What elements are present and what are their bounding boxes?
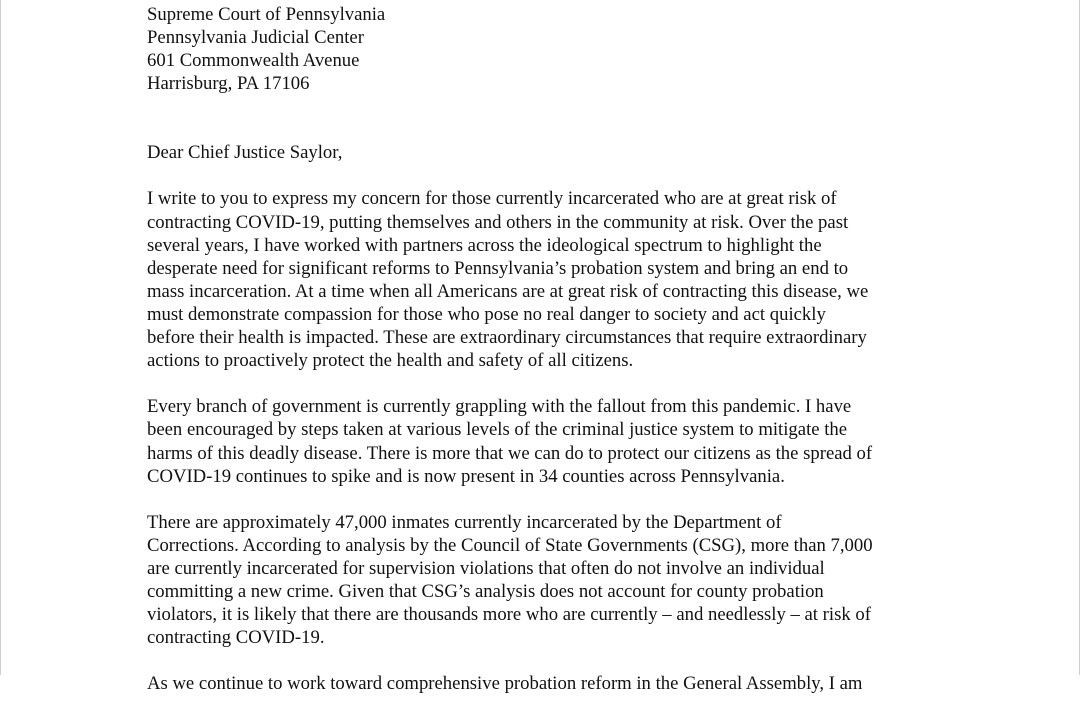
paragraph-3 bbox=[147, 511, 927, 650]
text-line: committing a new crime. Given that CSG’s analysis does not account for county probation bbox=[147, 581, 824, 603]
letter-body bbox=[147, 3, 927, 719]
text-line: COVID-19 continues to spike and is now present in 34 counties across Pennsylvania. bbox=[147, 465, 785, 487]
text-line: Every branch of government is currently grappling with the fallout from this pandemic. I have bbox=[147, 396, 852, 418]
text-line: I write to you to express my concern for those currently incarcerated who are at great risk of bbox=[147, 188, 837, 210]
text-line: harms of this deadly disease. There is more that we can do to protect our citizens as the spread of bbox=[147, 442, 873, 464]
text-line: Corrections. According to analysis by the Council of State Governments (CSG), more than 7,000 bbox=[147, 534, 873, 556]
text-line: mass incarceration. At a time when all Americans are at great risk of contracting this disease, we bbox=[147, 280, 869, 302]
address-line: Pennsylvania Judicial Center bbox=[147, 27, 364, 49]
text-line: before their health is impacted. These are extraordinary circumstances that require extraordinary bbox=[147, 327, 867, 349]
address-line: 601 Commonwealth Avenue bbox=[147, 50, 360, 72]
text-line: several years, I have worked with partners across the ideological spectrum to highlight the bbox=[147, 234, 822, 256]
text-line: contracting COVID-19. bbox=[147, 627, 325, 649]
recipient-address bbox=[147, 3, 927, 95]
text-line: are currently incarcerated for supervision violations that often do not involve an individual bbox=[147, 557, 825, 579]
text-line: There are approximately 47,000 inmates currently incarcerated by the Department of bbox=[147, 511, 782, 533]
text-line: must demonstrate compassion for those who pose no real danger to society and act quickly bbox=[147, 303, 826, 325]
text-line: violators, it is likely that there are thousands more who are currently – and needlessly – at risk of bbox=[147, 604, 871, 626]
address-line: Supreme Court of Pennsylvania bbox=[147, 4, 386, 25]
salutation: Dear Chief Justice Saylor, bbox=[147, 142, 343, 164]
text-line: desperate need for significant reforms to Pennsylvania’s probation system and bring an end to bbox=[147, 257, 849, 279]
paragraph-2 bbox=[147, 395, 927, 487]
text-line: As we continue to work toward comprehensive probation reform in the General Assembly, I am bbox=[147, 673, 863, 695]
text-line: been encouraged by steps taken at various levels of the criminal justice system to mitigate the bbox=[147, 419, 848, 441]
address-line: Harrisburg, PA 17106 bbox=[147, 73, 310, 95]
paragraph-4 bbox=[147, 672, 927, 695]
text-line: actions to proactively protect the health and safety of all citizens. bbox=[147, 350, 634, 372]
text-line: contracting COVID-19, putting themselves and others in the community at risk. Over the past bbox=[147, 211, 849, 233]
paragraph-1 bbox=[147, 187, 927, 372]
